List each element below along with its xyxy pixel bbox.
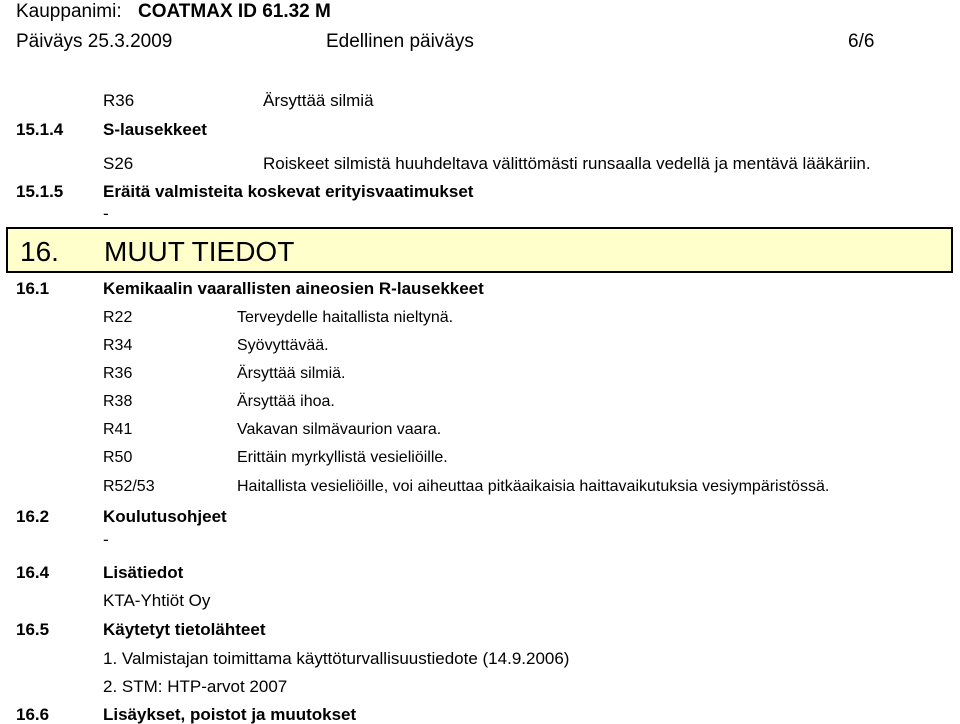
section-16-bar (6, 227, 953, 273)
training-dash: - (103, 530, 109, 549)
sources-heading: Käytetyt tietolähteet (103, 620, 266, 639)
trade-name-value: COATMAX ID 61.32 M (138, 1, 331, 22)
r-phrase-text: Syövyttävää. (237, 337, 329, 354)
training-heading: Koulutusohjeet (103, 507, 227, 526)
r-phrase-code: R41 (103, 421, 133, 438)
s-phrases-heading: S-lausekkeet (103, 120, 207, 139)
changes-number: 16.6 (16, 705, 50, 724)
r-phrase-code: R34 (103, 337, 133, 354)
r-phrase-code: R36 (103, 365, 133, 382)
r-phrase-text: Ärsyttää ihoa. (237, 393, 335, 410)
special-requirements-number: 15.1.5 (16, 182, 64, 201)
s26-code: S26 (103, 154, 134, 173)
trade-name-label: Kauppanimi: (16, 1, 122, 22)
r-phrase-code: R38 (103, 393, 133, 410)
special-requirements-heading: Eräitä valmisteita koskevat erityisvaatimukset (103, 182, 474, 201)
additional-info-text: KTA-Yhtiöt Oy (103, 591, 211, 610)
r36-code: R36 (103, 91, 135, 110)
additional-info-number: 16.4 (16, 563, 50, 582)
r-phrase-text: Terveydelle haitallista nieltynä. (237, 309, 454, 326)
r-phrase-text: Haitallista vesieliöille, voi aiheuttaa pitkäaikaisia haittavaikutuksia vesiympäristössä. (237, 478, 830, 495)
r-phrase-code: R52/53 (103, 478, 155, 495)
r-phrases-number: 16.1 (16, 279, 50, 298)
r-phrase-text: Ärsyttää silmiä. (237, 365, 346, 382)
r-phrases-heading: Kemikaalin vaarallisten aineosien R-lausekkeet (103, 279, 484, 298)
section-16-number: 16. (20, 236, 59, 267)
previous-date-label: Edellinen päiväys (326, 31, 474, 52)
s26-text: Roiskeet silmistä huuhdeltava välittömästi runsaalla vedellä ja mentävä lääkäriin. (263, 154, 871, 173)
r-phrase-text: Vakavan silmävaurion vaara. (237, 421, 442, 438)
section-16-title: MUUT TIEDOT (104, 236, 295, 267)
source-item: 1. Valmistajan toimittama käyttöturvallisuustiedote (14.9.2006) (103, 649, 570, 668)
sources-number: 16.5 (16, 620, 50, 639)
page-number: 6/6 (848, 31, 875, 52)
changes-heading: Lisäykset, poistot ja muutokset (103, 705, 357, 724)
r-phrase-code: R22 (103, 309, 133, 326)
additional-info-heading: Lisätiedot (103, 563, 184, 582)
training-number: 16.2 (16, 507, 50, 526)
r-phrase-code: R50 (103, 449, 133, 466)
document-date: Päiväys 25.3.2009 (16, 31, 173, 52)
s-phrases-number: 15.1.4 (16, 120, 64, 139)
r36-text: Ärsyttää silmiä (263, 91, 374, 110)
special-requirements-dash: - (103, 204, 109, 223)
source-item: 2. STM: HTP-arvot 2007 (103, 677, 288, 696)
r-phrase-text: Erittäin myrkyllistä vesieliöille. (237, 449, 448, 466)
